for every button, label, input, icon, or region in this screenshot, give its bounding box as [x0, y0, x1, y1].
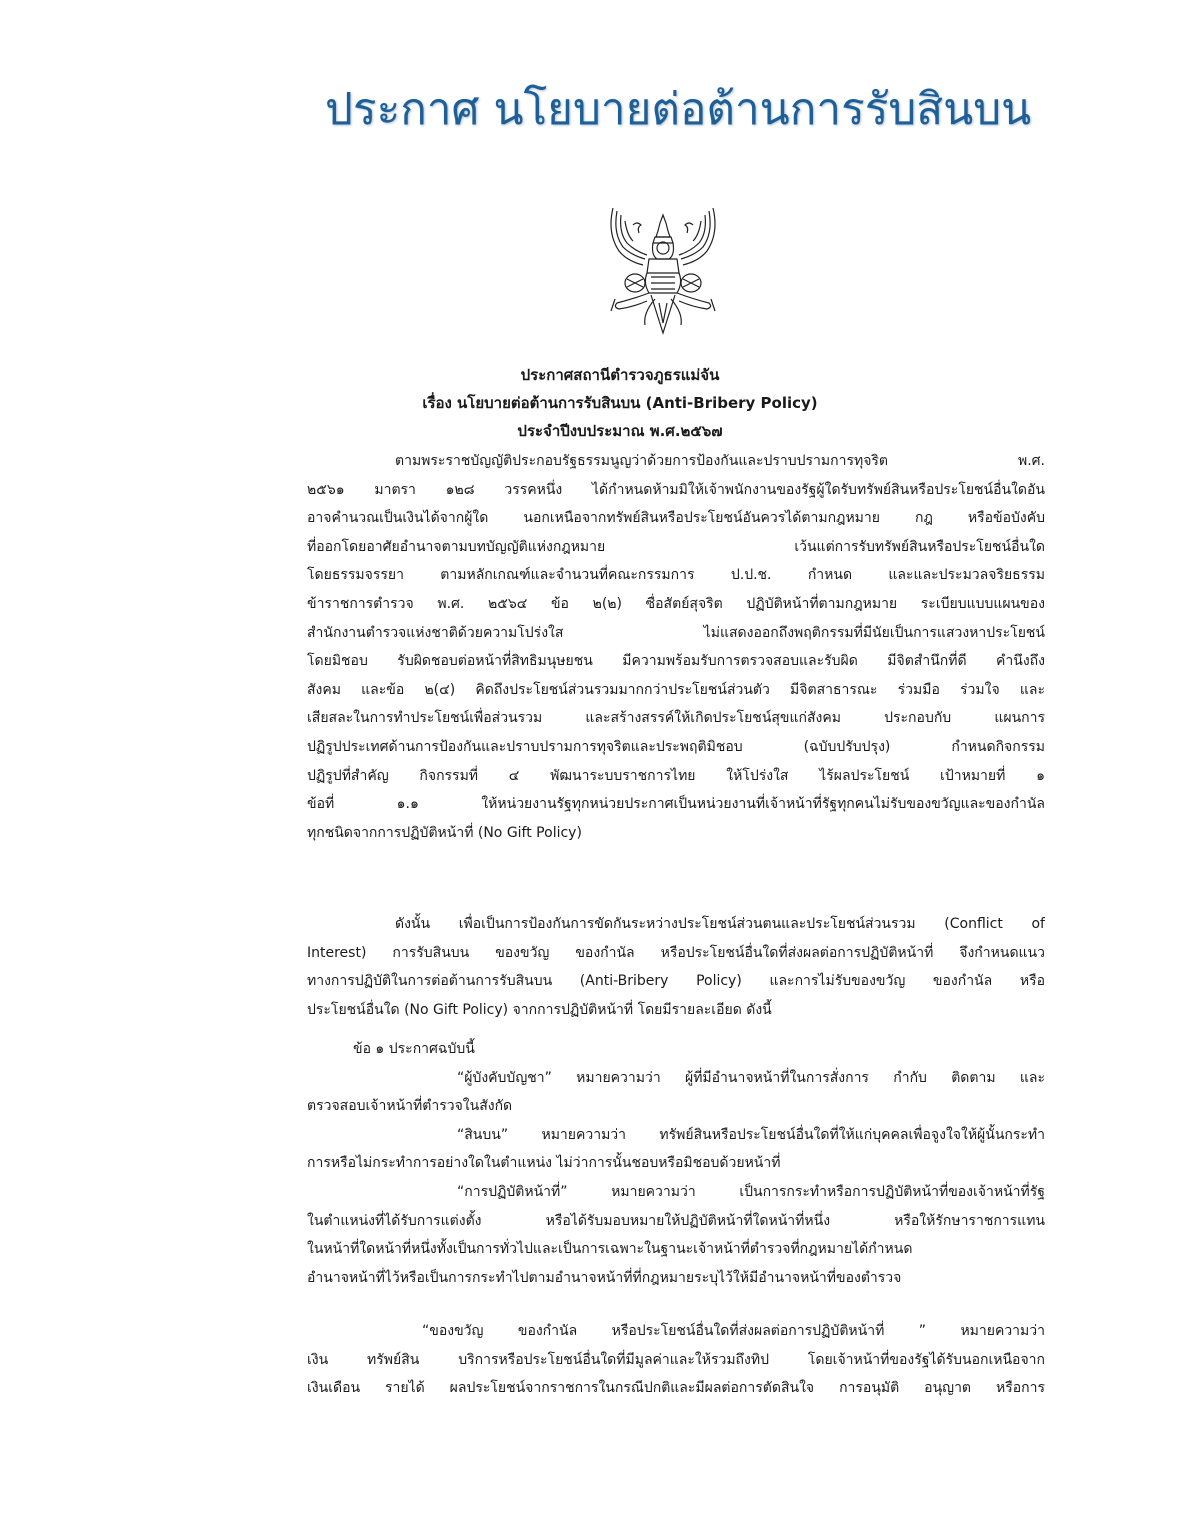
text-line: ๒๕๖๑ มาตรา ๑๒๘ วรรคหนึ่ง ได้กำหนดห้ามมิให้เจ้าพนักงานของรัฐผู้ใดรับทรัพย์สินหรือประโยชน์อื่นใดอัน [307, 481, 1045, 498]
text-line: โดยธรรมจรรยา ตามหลักเกณฑ์และจำนวนที่คณะกรรมการ ป.ป.ช. กำหนด และและประมวลจริยธรรม [307, 567, 1045, 584]
definition-line: “ผู้บังคับบัญชา” หมายความว่า ผู้ที่มีอำนาจหน้าที่ในการสั่งการ กำกับ ติดตาม และ [457, 1069, 1045, 1086]
text-line: ข้าราชการตำรวจ พ.ศ. ๒๕๖๔ ข้อ ๒(๒) ซื่อสัตย์สุจริต ปฏิบัติหน้าที่ตามกฎหมาย ระเบียบแบบแผนของ [307, 595, 1045, 612]
text-line: โดยมิชอบ รับผิดชอบต่อหน้าที่สิทธิมนุษยชน มีความพร้อมรับการตรวจสอบและรับผิด มีจิตสำนึกที่ดี คำนึงถึง [307, 653, 1045, 670]
clause-1 [307, 1035, 1045, 1292]
definition-line: “การปฏิบัติหน้าที่” หมายความว่า เป็นการกระทำหรือการปฏิบัติหน้าที่ของเจ้าหน้าที่รัฐ [457, 1183, 1045, 1200]
definition-line: อำนาจหน้าที่ไว้หรือเป็นการกระทำไปตามอำนาจหน้าที่ที่กฎหมายระบุไว้ให้มีอำนาจหน้าที่ของตำรวจ [307, 1269, 902, 1286]
heading-subject: เรื่อง นโยบายต่อต้านการรับสินบน (Anti-Bribery Policy) [422, 394, 818, 412]
definition-line: “สินบน” หมายความว่า ทรัพย์สินหรือประโยชน์อื่นใดที่ให้แก่บุคคลเพื่อจูงใจให้ผู้นั้นกระทำ [457, 1126, 1045, 1143]
text-line: ประโยชน์อื่นใด (No Gift Policy) จากการปฏิบัติหน้าที่ โดยมีรายละเอียด ดังนี้ [307, 1001, 772, 1018]
text-line: Interest) การรับสินบน ของขวัญ ของกำนัล หรือประโยชน์อื่นใดที่ส่งผลต่อการปฏิบัติหน้าที่ จึงกำหนดแนว [307, 944, 1045, 961]
text-line: ข้อที่ ๑.๑ ให้หน่วยงานรัฐทุกหน่วยประกาศเป็นหน่วยงานที่เจ้าหน้าที่รัฐทุกคนไม่รับของขวัญและของกำนัล [307, 796, 1045, 813]
definition-line: ในตำแหน่งที่ได้รับการแต่งตั้ง หรือได้รับมอบหมายให้ปฏิบัติหน้าที่ใดหน้าที่หนึ่ง หรือให้รักษาราชการแทน [307, 1212, 1045, 1229]
text-line: สังคม และข้อ ๒(๔) คิดถึงประโยชน์ส่วนรวมมากกว่าประโยชน์ส่วนตัว มีจิตสาธารณะ ร่วมมือ ร่วมใจ และ [307, 681, 1045, 698]
definition-line: การหรือไม่กระทำการอย่างใดในตำแหน่ง ไม่ว่าการนั้นชอบหรือมิชอบด้วยหน้าที่ [307, 1155, 781, 1172]
text-line: ตามพระราชบัญญัติประกอบรัฐธรรมนูญว่าด้วยการป้องกันและปราบปรามการทุจริต พ.ศ. [395, 453, 1045, 469]
text-line: ทางการปฏิบัติในการต่อต้านการรับสินบน (Anti-Bribery Policy) และการไม่รับของขวัญ ของกำนัล หรือ [307, 973, 1045, 990]
text-line: ทุกชนิดจากการปฏิบัติหน้าที่ (No Gift Policy) [307, 824, 582, 841]
paragraph-policy-intent [307, 910, 1045, 1024]
clause-heading: ข้อ ๑ ประกาศฉบับนี้ [353, 1041, 475, 1057]
text-line: สำนักงานตำรวจแห่งชาติด้วยความโปร่งใส ไม่แสดงออกถึงพฤติกรรมที่มีนัยเป็นการแสวงหาประโยชน์ [307, 624, 1045, 641]
garuda-emblem-icon [603, 203, 723, 338]
text-line: ปฏิรูปที่สำคัญ กิจกรรมที่ ๔ พัฒนาระบบราชการไทย ให้โปร่งใส ไร้ผลประโยชน์ เป้าหมายที่ ๑ [307, 767, 1045, 784]
heading-fiscal-year: ประจำปีงบประมาณ พ.ศ.๒๕๖๗ [517, 422, 723, 440]
definition-line: เงินเดือน รายได้ ผลประโยชน์จากราชการในกรณีปกติและมีผลต่อการตัดสินใจ การอนุมัติ อนุญาต หรือการ [307, 1380, 1045, 1397]
definition-line: “ของขวัญ ของกำนัล หรือประโยชน์อื่นใดที่ส่งผลต่อการปฏิบัติหน้าที่ ” หมายความว่า [422, 1323, 1045, 1339]
paragraph-preamble [307, 447, 1045, 847]
text-line: อาจคำนวณเป็นเงินได้จากผู้ใด นอกเหนือจากทรัพย์สินหรือประโยชน์อันควรได้ตามกฎหมาย กฎ หรือข้อบังคับ [307, 510, 1045, 527]
definition-gifts [307, 1317, 1045, 1403]
text-line: ปฏิรูปประเทศด้านการป้องกันและปราบปรามการทุจริตและประพฤติมิชอบ (ฉบับปรับปรุง) กำหนดกิจกรรม [307, 738, 1045, 755]
page-title: ประกาศ นโยบายต่อต้านการรับสินบน [325, 84, 1032, 135]
heading-issuer: ประกาศสถานีตำรวจภูธรแม่จัน [520, 366, 720, 384]
text-line: เสียสละในการทำประโยชน์เพื่อส่วนรวม และสร้างสรรค์ให้เกิดประโยชน์สุขแก่สังคม ประกอบกับ แผนการ [307, 710, 1045, 727]
text-line: ดังนั้น เพื่อเป็นการป้องกันการขัดกันระหว่างประโยชน์ส่วนตนและประโยชน์ส่วนรวม (Conflict of [395, 916, 1045, 932]
definition-line: ในหน้าที่ใดหน้าที่หนึ่งทั้งเป็นการทั่วไปและเป็นการเฉพาะในฐานะเจ้าหน้าที่ตำรวจที่กฎหมายได้กำหนด [307, 1241, 913, 1258]
announcement-heading [300, 361, 940, 445]
definition-line: ตรวจสอบเจ้าหน้าที่ตำรวจในสังกัด [307, 1098, 513, 1115]
definition-line: เงิน ทรัพย์สิน บริการหรือประโยชน์อื่นใดที่มีมูลค่าและให้รวมถึงทิป โดยเจ้าหน้าที่ของรัฐได้รับนอกเหนือจาก [307, 1351, 1045, 1368]
text-line: ที่ออกโดยอาศัยอำนาจตามบทบัญญัติแห่งกฎหมาย เว้นแต่การรับทรัพย์สินหรือประโยชน์อื่นใด [307, 538, 1045, 555]
